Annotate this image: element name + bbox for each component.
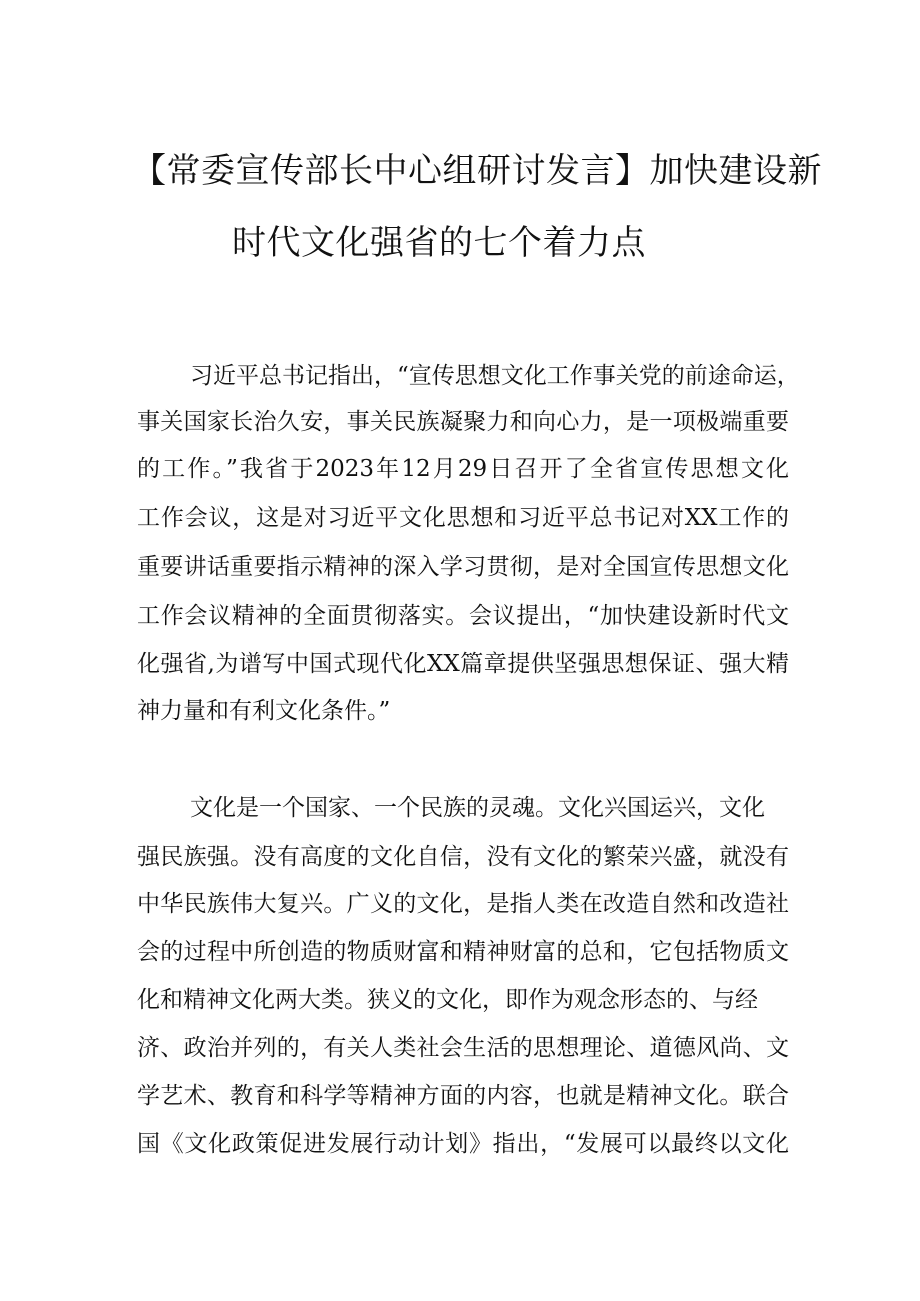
paragraph-1-line-6: 工作会议精神的全面贯彻落实。会议提出，“加快建设新时代文 (137, 603, 789, 629)
paragraph-1-line-4: 工作会议，这是对习近平文化思想和习近平总书记对XX工作的 (137, 505, 789, 531)
paragraph-2-line-6: 济、政治并列的，有关人类社会生活的思想理论、道德风尚、文 (137, 1035, 789, 1061)
paragraph-2-line-5: 化和精神文化两大类。狭义的文化，即作为观念形态的、与经 (137, 987, 758, 1013)
paragraph-1-line-1: 习近平总书记指出，“宣传思想文化工作事关党的前途命运， (190, 363, 800, 389)
paragraph-2-line-3: 中华民族伟大复兴。广义的文化，是指人类在改造自然和改造社 (137, 891, 789, 917)
paragraph-2-line-7: 学艺术、教育和科学等精神方面的内容，也就是精神文化。联合 (137, 1083, 789, 1109)
paragraph-1-line-2: 事关国家长治久安，事关民族凝聚力和向心力，是一项极端重要 (137, 409, 789, 435)
paragraph-1-line-5: 重要讲话重要指示精神的深入学习贯彻，是对全国宣传思想文化 (137, 554, 789, 580)
paragraph-1-line-7: 化强省,为谱写中国式现代化XX篇章提供坚强思想保证、强大精 (137, 651, 789, 677)
paragraph-1-line-3: 的工作。”我省于2023年12月29日召开了全省宣传思想文化 (137, 456, 789, 482)
paragraph-2-line-4: 会的过程中所创造的物质财富和精神财富的总和，它包括物质文 (137, 939, 789, 965)
paragraph-2-line-2: 强民族强。没有高度的文化自信，没有文化的繁荣兴盛，就没有 (137, 844, 789, 870)
document-title-line-1: 【常委宣传部长中心组研讨发言】加快建设新 (132, 151, 822, 191)
paragraph-1-line-8: 神力量和有利文化条件。” (137, 698, 391, 724)
paragraph-2-line-1: 文化是一个国家、一个民族的灵魂。文化兴国运兴，文化 (190, 795, 765, 821)
paragraph-2-line-8: 国《文化政策促进发展行动计划》指出，“发展可以最终以文化 (137, 1131, 789, 1157)
document-title-line-2: 时代文化强省的七个着力点 (232, 223, 646, 263)
